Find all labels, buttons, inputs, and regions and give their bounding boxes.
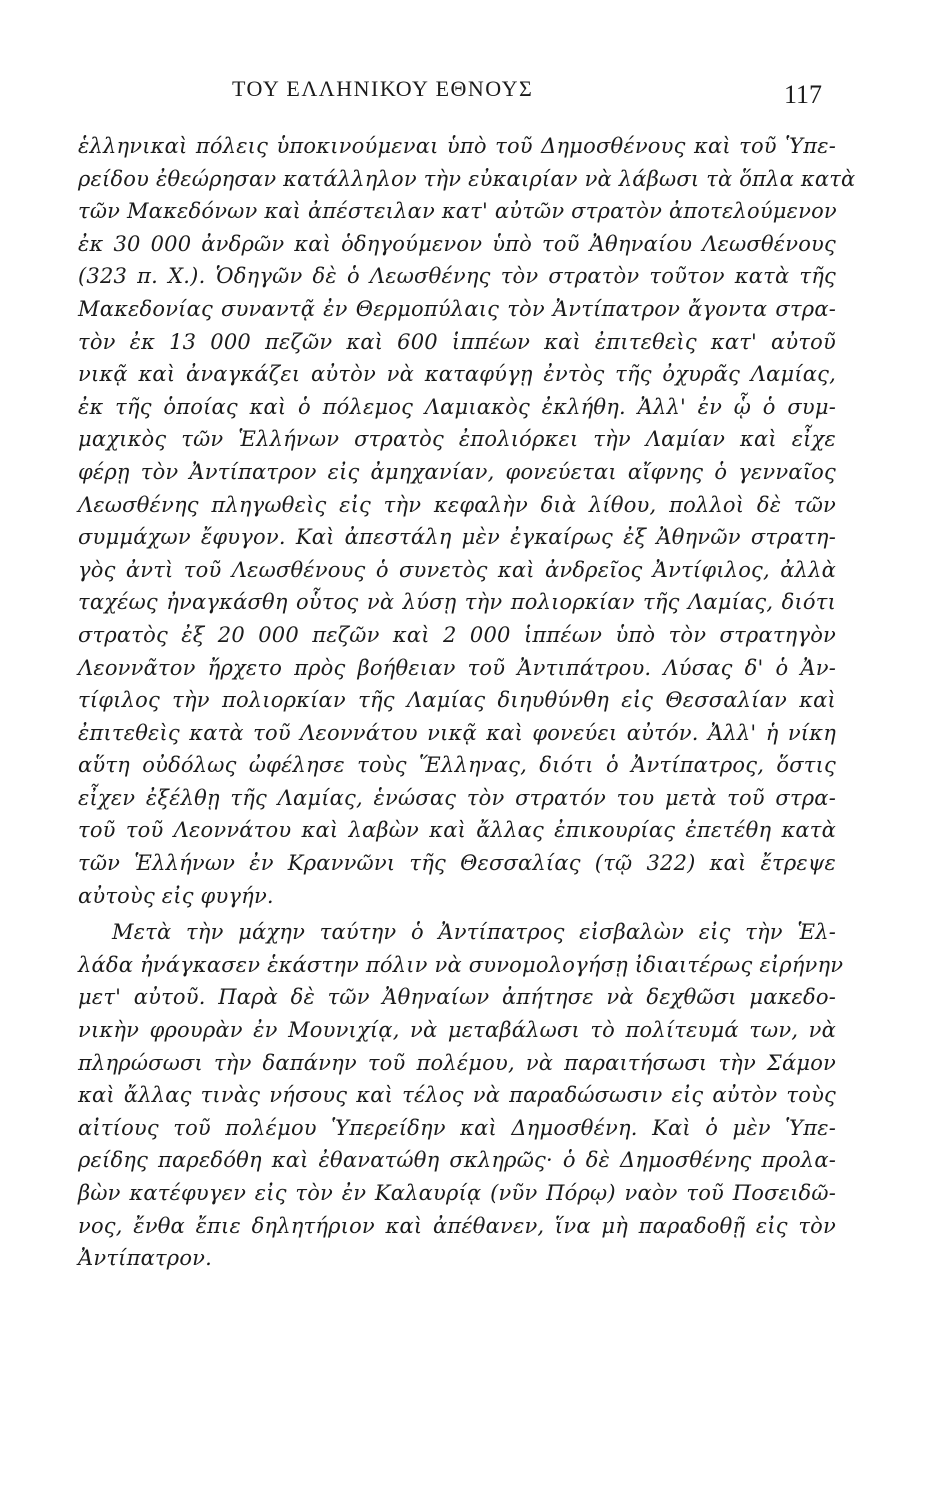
text-line: Ἀντίπατρον. bbox=[78, 1246, 213, 1271]
text-line: νος, ἔνθα ἔπιε δηλητήριον καὶ ἀπέθανεν, ἵνα μὴ παραδοθῇ εἰς τὸν bbox=[78, 1213, 836, 1238]
text-line: αὕτη οὐδόλως ὠφέλησε τοὺς Ἕλληνας, διότι ὁ Ἀντίπατρος, ὅστις bbox=[78, 753, 836, 778]
text-line: τοῦ τοῦ Λεοννάτου καὶ λαβὼν καὶ ἄλλας ἐπικουρίας ἐπετέθη κατὰ bbox=[78, 818, 836, 843]
text-line: βὼν κατέφυγεν εἰς τὸν ἐν Καλαυρίᾳ (νῦν Πόρῳ) ναὸν τοῦ Ποσειδῶ- bbox=[78, 1181, 836, 1205]
text-line: αὐτοὺς εἰς φυγήν. bbox=[78, 883, 274, 908]
page-number: 117 bbox=[784, 80, 823, 109]
text-line: Μακεδονίας συναντᾷ ἐν Θερμοπύλαις τὸν Ἀντίπατρον ἄγοντα στρα- bbox=[78, 296, 836, 321]
text-line: ἐκ τῆς ὁποίας καὶ ὁ πόλεμος Λαμιακὸς ἐκλήθη. Ἀλλ' ἐν ᾧ ὁ συμ- bbox=[78, 394, 836, 419]
text-line: Μετὰ τὴν μάχην ταύτην ὁ Ἀντίπατρος εἰσβαλὼν εἰς τὴν Ἑλ- bbox=[112, 920, 836, 945]
text-line: μαχικὸς τῶν Ἑλλήνων στρατὸς ἐπολιόρκει τὴν Λαμίαν καὶ εἶχε bbox=[78, 427, 836, 452]
text-line: τίφιλος τὴν πολιορκίαν τῆς Λαμίας διηυθύνθη εἰς Θεσσαλίαν καὶ bbox=[78, 688, 836, 713]
text-line: ἐκ 30 000 ἀνδρῶν καὶ ὁδηγούμενον ὑπὸ τοῦ Ἀθηναίου Λεωσθένους bbox=[78, 231, 836, 256]
paragraph-1 bbox=[78, 130, 856, 912]
text-line: ἑλληνικαὶ πόλεις ὑποκινούμεναι ὑπὸ τοῦ Δημοσθένους καὶ τοῦ Ὑπε- bbox=[78, 134, 836, 158]
text-line: γὸς ἀντὶ τοῦ Λεωσθένους ὁ συνετὸς καὶ ἀνδρεῖος Ἀντίφιλος, ἀλλὰ bbox=[78, 557, 836, 582]
text-line: ρείδης παρεδόθη καὶ ἐθανατώθη σκληρῶς· ὁ δὲ Δημοσθένης προλα- bbox=[78, 1148, 836, 1173]
text-line: Λεωσθένης πληγωθεὶς εἰς τὴν κεφαλὴν διὰ λίθου, πολλοὶ δὲ τῶν bbox=[78, 492, 836, 517]
text-line: ταχέως ἠναγκάσθη οὗτος νὰ λύσῃ τὴν πολιορκίαν τῆς Λαμίας, διότι bbox=[78, 590, 836, 615]
text-line: νικᾷ καὶ ἀναγκάζει αὐτὸν νὰ καταφύγῃ ἐντὸς τῆς ὀχυρᾶς Λαμίας, bbox=[78, 362, 836, 387]
text-line: καὶ ἄλλας τινὰς νήσους καὶ τέλος νὰ παραδώσωσιν εἰς αὐτὸν τοὺς bbox=[78, 1083, 836, 1108]
text-line: στρατὸς ἐξ 20 000 πεζῶν καὶ 2 000 ἱππέων ὑπὸ τὸν στρατηγὸν bbox=[78, 622, 836, 647]
text-line: τὸν ἐκ 13 000 πεζῶν καὶ 600 ἱππέων καὶ ἐπιτεθεὶς κατ' αὐτοῦ bbox=[78, 329, 836, 354]
text-line: Λεοννᾶτον ἤρχετο πρὸς βοήθειαν τοῦ Ἀντιπάτρου. Λύσας δ' ὁ Ἀν- bbox=[78, 655, 836, 680]
text-line: ἐπιτεθεὶς κατὰ τοῦ Λεοννάτου νικᾷ καὶ φονεύει αὐτόν. Ἀλλ' ἡ νίκη bbox=[78, 720, 836, 745]
paragraph-2 bbox=[78, 916, 844, 1275]
text-line: μετ' αὐτοῦ. Παρὰ δὲ τῶν Ἀθηναίων ἀπήτησε νὰ δεχθῶσι μακεδο- bbox=[78, 985, 836, 1010]
running-title: ΤΟΥ ΕΛΛΗΝΙΚΟΥ ΕΘΝΟΥΣ bbox=[232, 76, 534, 101]
text-line: φέρῃ τὸν Ἀντίπατρον εἰς ἀμηχανίαν, φονεύεται αἴφνης ὁ γενναῖος bbox=[78, 459, 836, 484]
text-line: αἰτίους τοῦ πολέμου Ὑπερείδην καὶ Δημοσθένη. Καὶ ὁ μὲν Ὑπε- bbox=[78, 1115, 836, 1140]
text-line: συμμάχων ἔφυγον. Καὶ ἀπεστάλη μὲν ἐγκαίρως ἐξ Ἀθηνῶν στρατη- bbox=[78, 525, 836, 550]
text-line: πληρώσωσι τὴν δαπάνην τοῦ πολέμου, νὰ παραιτήσωσι τὴν Σάμον bbox=[78, 1050, 836, 1075]
text-line: νικὴν φρουρὰν ἐν Μουνιχίᾳ, νὰ μεταβάλωσι τὸ πολίτευμά των, νὰ bbox=[78, 1018, 836, 1043]
text-line: τῶν Μακεδόνων καὶ ἀπέστειλαν κατ' αὐτῶν στρατὸν ἀποτελούμενον bbox=[78, 199, 837, 224]
text-line: ρείδου ἐθεώρησαν κατάλληλον τὴν εὐκαιρίαν νὰ λάβωσι τὰ ὅπλα κατὰ bbox=[78, 166, 856, 191]
text-line: εἶχεν ἐξέλθῃ τῆς Λαμίας, ἑνώσας τὸν στρατόν του μετὰ τοῦ στρα- bbox=[78, 785, 836, 810]
text-line: (323 π. Χ.). Ὁδηγῶν δὲ ὁ Λεωσθένης τὸν στρατὸν τοῦτον κατὰ τῆς bbox=[78, 264, 836, 289]
body-text bbox=[78, 130, 856, 1275]
text-line: τῶν Ἑλλήνων ἐν Κραννῶνι τῆς Θεσσαλίας (τῷ 322) καὶ ἔτρεψε bbox=[78, 851, 836, 876]
text-line: λάδα ἠνάγκασεν ἑκάστην πόλιν νὰ συνομολογήσῃ ἰδιαιτέρως εἰρήνην bbox=[78, 952, 844, 977]
